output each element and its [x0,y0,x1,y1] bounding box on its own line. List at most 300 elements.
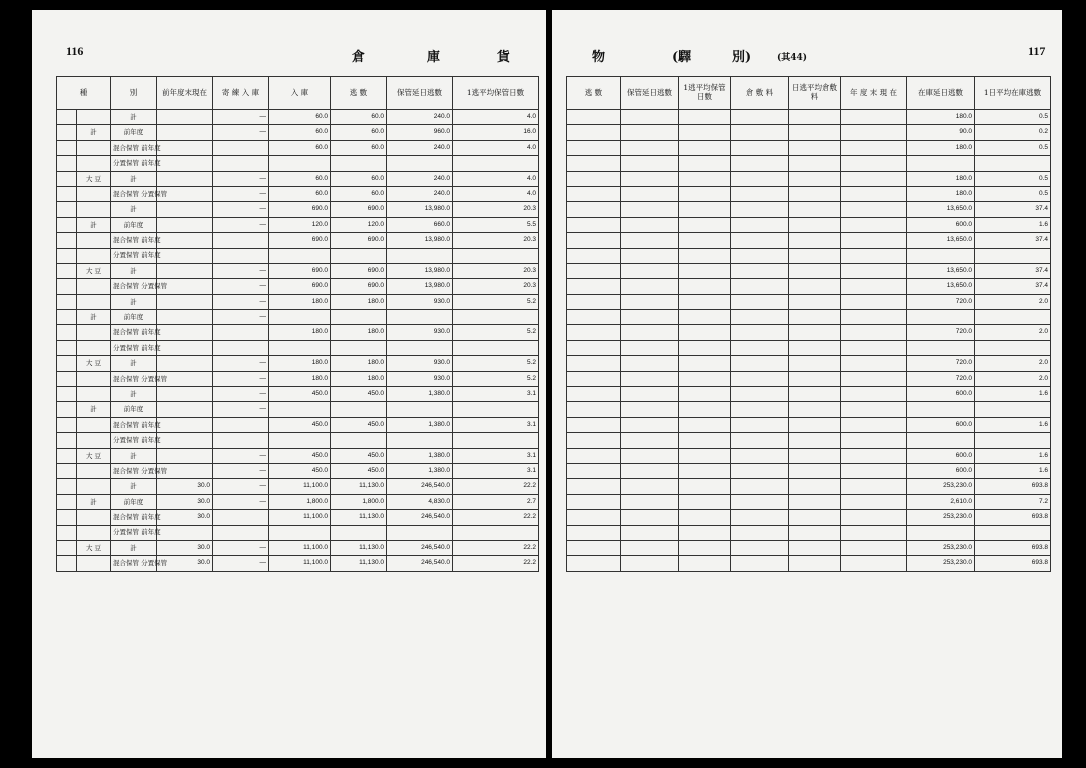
storage-days-cell: 246,540.0 [387,479,453,494]
table-row [57,433,539,448]
empty-cell [789,510,841,525]
row-label: 混合保管 分置保管 [111,371,157,386]
empty-cell [789,402,841,417]
transfer-in-cell: — [213,479,269,494]
empty-cell [621,186,679,201]
group-cell [77,279,111,294]
station-cell [57,217,77,232]
stock-days-cell: 600.0 [907,448,975,463]
in-cell: 450.0 [269,463,331,478]
table-row [567,233,1051,248]
title-char: 別) [732,50,752,65]
table-row [57,417,539,432]
empty-cell [679,325,731,340]
left-table-body [57,110,539,572]
empty-cell [567,448,621,463]
station-cell [57,125,77,140]
table-row [57,110,539,125]
right-page-number: 117 [1028,44,1046,58]
table-row [567,417,1051,432]
group-cell: 計 [77,402,111,417]
in-cell: 180.0 [269,371,331,386]
empty-cell [621,202,679,217]
group-cell [77,433,111,448]
storage-days-cell: 13,980.0 [387,279,453,294]
empty-cell [841,186,907,201]
row-label: 計 [111,202,157,217]
group-cell [77,556,111,571]
avg-stock-cell: 1.6 [975,387,1051,402]
row-label: 計 [111,387,157,402]
header-in: 入 庫 [269,77,331,110]
count-cell: 11,130.0 [331,556,387,571]
empty-cell [567,140,621,155]
empty-cell [731,110,789,125]
station-cell [57,463,77,478]
table-row [567,310,1051,325]
empty-cell [621,325,679,340]
table-row [57,556,539,571]
empty-cell [621,387,679,402]
empty-cell [841,202,907,217]
count-cell: 690.0 [331,233,387,248]
prev-year-end-cell [157,402,213,417]
in-cell [269,156,331,171]
left-ledger-page [32,10,546,758]
row-label: 混合保管 前年度 [111,510,157,525]
empty-cell [841,417,907,432]
station-cell [57,340,77,355]
avg-stock-cell: 2.0 [975,325,1051,340]
empty-cell [567,110,621,125]
stock-days-cell: 13,650.0 [907,279,975,294]
table-row [567,325,1051,340]
transfer-in-cell: — [213,463,269,478]
prev-year-end-cell [157,387,213,402]
table-row [57,525,539,540]
left-header-row [57,77,539,110]
storage-days-cell: 930.0 [387,325,453,340]
group-cell: 計 [77,217,111,232]
table-row [567,340,1051,355]
header-prev-year-end: 前年度末現在 [157,77,213,110]
empty-cell [621,140,679,155]
storage-days-cell [387,310,453,325]
empty-cell [841,494,907,509]
empty-cell [679,310,731,325]
count-cell: 450.0 [331,448,387,463]
transfer-in-cell [213,156,269,171]
count-cell: 11,130.0 [331,540,387,555]
empty-cell [567,479,621,494]
table-row [567,279,1051,294]
in-cell: 11,100.0 [269,540,331,555]
avg-days-cell [453,525,539,540]
empty-cell [679,233,731,248]
empty-cell [621,494,679,509]
empty-cell [789,202,841,217]
avg-days-cell: 20.3 [453,233,539,248]
empty-cell [789,340,841,355]
row-label: 前年度 [111,494,157,509]
avg-days-cell: 3.1 [453,417,539,432]
station-cell [57,494,77,509]
empty-cell [679,125,731,140]
station-cell [57,433,77,448]
empty-cell [731,202,789,217]
transfer-in-cell: — [213,294,269,309]
empty-cell [789,556,841,571]
storage-days-cell: 660.0 [387,217,453,232]
storage-days-cell: 240.0 [387,110,453,125]
stock-days-cell: 600.0 [907,217,975,232]
stock-days-cell: 2,610.0 [907,494,975,509]
avg-days-cell: 4.0 [453,171,539,186]
empty-cell [841,433,907,448]
in-cell [269,248,331,263]
station-cell [57,186,77,201]
count-cell: 450.0 [331,387,387,402]
empty-cell [567,525,621,540]
empty-cell [789,110,841,125]
right-ledger-table [566,76,1051,572]
empty-cell [731,171,789,186]
group-cell [77,325,111,340]
group-cell: 大 豆 [77,540,111,555]
transfer-in-cell: — [213,387,269,402]
group-cell: 大 豆 [77,171,111,186]
table-row [57,402,539,417]
avg-stock-cell: 2.0 [975,294,1051,309]
empty-cell [789,479,841,494]
count-cell: 60.0 [331,140,387,155]
empty-cell [621,263,679,278]
header-type: 種 [57,77,111,110]
table-row [57,263,539,278]
table-row [567,433,1051,448]
empty-cell [789,233,841,248]
in-cell [269,433,331,448]
station-cell [57,279,77,294]
group-cell [77,510,111,525]
empty-cell [731,510,789,525]
prev-year-end-cell [157,263,213,278]
row-label: 混合保管 分置保管 [111,463,157,478]
empty-cell [567,402,621,417]
empty-cell [731,340,789,355]
empty-cell [731,479,789,494]
avg-days-cell: 3.1 [453,448,539,463]
empty-cell [621,233,679,248]
avg-stock-cell: 693.8 [975,479,1051,494]
avg-days-cell [453,156,539,171]
stock-days-cell [907,433,975,448]
empty-cell [789,494,841,509]
empty-cell [841,325,907,340]
empty-cell [731,263,789,278]
station-cell [57,356,77,371]
table-row [57,340,539,355]
group-cell [77,463,111,478]
count-cell: 60.0 [331,125,387,140]
row-label: 混合保管 分置保管 [111,556,157,571]
in-cell: 180.0 [269,294,331,309]
transfer-in-cell: — [213,110,269,125]
station-cell [57,417,77,432]
count-cell [331,525,387,540]
empty-cell [789,171,841,186]
count-cell: 11,130.0 [331,510,387,525]
stock-days-cell: 720.0 [907,325,975,340]
table-row [57,371,539,386]
avg-days-cell [453,340,539,355]
storage-days-cell [387,433,453,448]
empty-cell [789,263,841,278]
header-avg-stock: 1日平均在庫逃數 [975,77,1051,110]
avg-stock-cell: 37.4 [975,202,1051,217]
empty-cell [789,417,841,432]
avg-days-cell: 22.2 [453,556,539,571]
row-label: 混合保管 前年度 [111,325,157,340]
count-cell [331,156,387,171]
empty-cell [567,463,621,478]
row-label: 分置保管 前年度 [111,156,157,171]
station-cell [57,371,77,386]
stock-days-cell: 720.0 [907,371,975,386]
row-label: 計 [111,263,157,278]
empty-cell [567,340,621,355]
table-row [567,402,1051,417]
station-cell [57,525,77,540]
row-label: 計 [111,540,157,555]
transfer-in-cell: — [213,186,269,201]
table-row [567,448,1051,463]
prev-year-end-cell [157,140,213,155]
avg-days-cell: 22.2 [453,479,539,494]
transfer-in-cell: — [213,356,269,371]
empty-cell [679,279,731,294]
empty-cell [731,217,789,232]
in-cell [269,525,331,540]
header-count: 逃 數 [331,77,387,110]
title-char: 倉 [352,50,366,65]
avg-stock-cell: 693.8 [975,540,1051,555]
empty-cell [621,402,679,417]
prev-year-end-cell: 30.0 [157,540,213,555]
station-cell [57,263,77,278]
row-label: 計 [111,448,157,463]
in-cell: 60.0 [269,140,331,155]
storage-days-cell: 1,380.0 [387,448,453,463]
avg-stock-cell: 2.0 [975,371,1051,386]
prev-year-end-cell [157,217,213,232]
empty-cell [841,463,907,478]
empty-cell [679,417,731,432]
station-cell [57,402,77,417]
avg-days-cell [453,310,539,325]
transfer-in-cell: — [213,171,269,186]
count-cell: 450.0 [331,417,387,432]
station-cell [57,556,77,571]
empty-cell [621,433,679,448]
stock-days-cell: 13,650.0 [907,233,975,248]
empty-cell [789,387,841,402]
avg-days-cell: 22.2 [453,540,539,555]
in-cell: 60.0 [269,110,331,125]
group-cell [77,156,111,171]
in-cell: 60.0 [269,186,331,201]
empty-cell [789,463,841,478]
empty-cell [567,186,621,201]
title-char: 庫 [427,50,441,65]
prev-year-end-cell [157,525,213,540]
table-row [567,371,1051,386]
right-ledger-page [552,10,1062,758]
table-row [57,156,539,171]
empty-cell [567,294,621,309]
table-row [57,387,539,402]
prev-year-end-cell: 30.0 [157,556,213,571]
transfer-in-cell [213,433,269,448]
stock-days-cell: 253,230.0 [907,540,975,555]
empty-cell [621,171,679,186]
empty-cell [567,171,621,186]
avg-days-cell: 2.7 [453,494,539,509]
storage-days-cell: 246,540.0 [387,510,453,525]
station-cell [57,233,77,248]
empty-cell [621,110,679,125]
transfer-in-cell [213,248,269,263]
count-cell: 60.0 [331,186,387,201]
empty-cell [841,233,907,248]
row-label: 計 [111,294,157,309]
count-cell: 450.0 [331,463,387,478]
empty-cell [621,125,679,140]
empty-cell [679,463,731,478]
avg-stock-cell: 1.6 [975,448,1051,463]
in-cell: 11,100.0 [269,556,331,571]
stock-days-cell: 180.0 [907,110,975,125]
transfer-in-cell: — [213,217,269,232]
empty-cell [567,371,621,386]
in-cell: 120.0 [269,217,331,232]
storage-days-cell [387,402,453,417]
avg-stock-cell [975,402,1051,417]
transfer-in-cell: — [213,402,269,417]
avg-days-cell: 20.3 [453,202,539,217]
empty-cell [567,233,621,248]
stock-days-cell: 180.0 [907,140,975,155]
station-cell [57,202,77,217]
prev-year-end-cell [157,310,213,325]
table-row [567,525,1051,540]
avg-days-cell: 5.5 [453,217,539,232]
station-cell [57,325,77,340]
table-row [567,463,1051,478]
empty-cell [621,463,679,478]
empty-cell [679,510,731,525]
storage-days-cell: 4,830.0 [387,494,453,509]
avg-days-cell: 5.2 [453,325,539,340]
avg-stock-cell: 0.5 [975,171,1051,186]
empty-cell [789,325,841,340]
transfer-in-cell: — [213,494,269,509]
group-cell [77,110,111,125]
storage-days-cell: 960.0 [387,125,453,140]
avg-days-cell: 20.3 [453,263,539,278]
empty-cell [789,540,841,555]
in-cell: 690.0 [269,263,331,278]
stock-days-cell: 180.0 [907,186,975,201]
avg-stock-cell: 693.8 [975,510,1051,525]
in-cell: 180.0 [269,325,331,340]
group-cell [77,417,111,432]
table-row [567,110,1051,125]
avg-days-cell: 4.0 [453,140,539,155]
table-row [567,494,1051,509]
table-row [567,556,1051,571]
empty-cell [679,479,731,494]
count-cell: 11,130.0 [331,479,387,494]
empty-cell [567,310,621,325]
storage-days-cell: 930.0 [387,294,453,309]
table-row [567,202,1051,217]
stock-days-cell: 720.0 [907,356,975,371]
storage-days-cell: 13,980.0 [387,233,453,248]
empty-cell [679,171,731,186]
transfer-in-cell: — [213,202,269,217]
table-row [567,171,1051,186]
prev-year-end-cell [157,294,213,309]
header-kind: 別 [111,77,157,110]
row-label: 計 [111,110,157,125]
stock-days-cell: 253,230.0 [907,556,975,571]
group-cell [77,140,111,155]
title-char: (驛 [672,50,692,65]
table-row [567,387,1051,402]
empty-cell [731,494,789,509]
left-ledger-table [56,76,539,572]
avg-stock-cell [975,525,1051,540]
empty-cell [567,556,621,571]
table-row [567,540,1051,555]
empty-cell [841,248,907,263]
avg-stock-cell: 1.6 [975,463,1051,478]
empty-cell [567,540,621,555]
table-row [57,479,539,494]
empty-cell [621,479,679,494]
in-cell [269,340,331,355]
avg-stock-cell: 0.5 [975,140,1051,155]
table-row [567,186,1051,201]
right-table-body [567,110,1051,572]
row-label: 計 [111,356,157,371]
empty-cell [621,248,679,263]
empty-cell [731,448,789,463]
empty-cell [679,540,731,555]
group-cell [77,186,111,201]
empty-cell [731,417,789,432]
in-cell: 11,100.0 [269,479,331,494]
count-cell: 180.0 [331,325,387,340]
storage-days-cell: 240.0 [387,171,453,186]
station-cell [57,171,77,186]
count-cell: 690.0 [331,279,387,294]
empty-cell [621,556,679,571]
empty-cell [567,417,621,432]
count-cell: 60.0 [331,171,387,186]
empty-cell [731,294,789,309]
